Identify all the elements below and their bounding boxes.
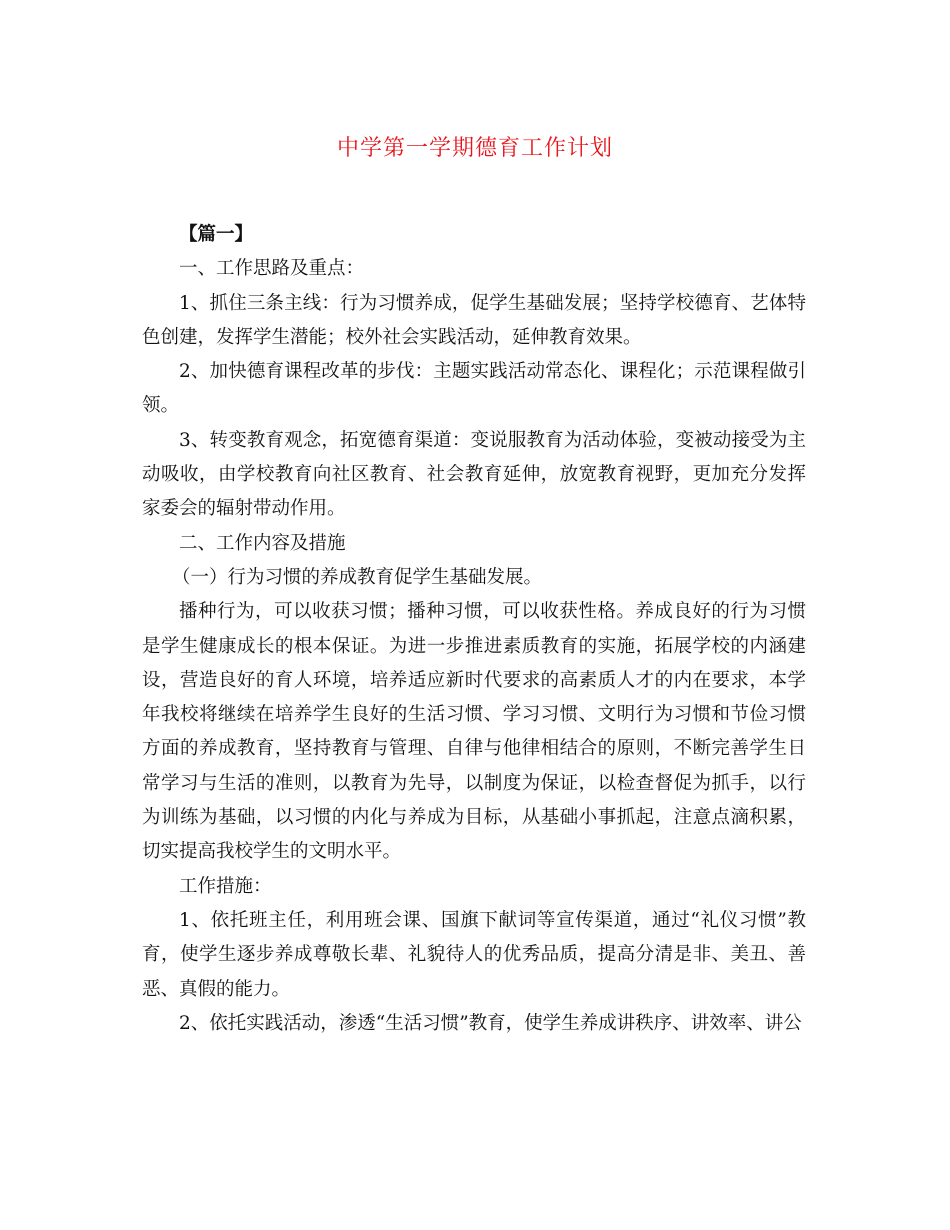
paragraph: 1、抓住三条主线：行为习惯养成，促学生基础发展；坚持学校德育、艺体特色创建，发挥学生潜能；校外社会实践活动，延伸教育效果。	[142, 292, 806, 348]
paragraph: 3、转变教育观念，拓宽德育渠道：变说服教育为活动体验，变被动接受为主动吸收，由学校教育向社区教育、社会教育延伸，放宽教育视野，更加充分发挥家委会的辐射带动作用。	[142, 429, 806, 520]
paragraph: 一、工作思路及重点：	[179, 258, 365, 280]
paragraph: （一）行为习惯的养成教育促学生基础发展。	[172, 566, 543, 588]
document-body	[142, 218, 806, 1041]
paragraph: 播种行为，可以收获习惯；播种习惯，可以收获性格。养成良好的行为习惯是学生健康成长的根本保证。为进一步推进素质教育的实施，拓展学校的内涵建设，营造良好的育人环境，培养适应新时代要求的高素质人才的内在要求，本学年我校将继续在培养学生良好的生活习惯、学习习惯、文明行为习惯和节俭习惯方面的养成教育，坚持教育与管理、自律与他律相结合的原则，不断完善学生日常学习与生活的准则，以教育为先导，以制度为保证，以检查督促为抓手，以行为训练为基础，以习惯的内化与养成为目标，从基础小事抓起，注意点滴积累，切实提高我校学生的文明水平。	[142, 601, 806, 863]
paragraph: 1、依托班主任，利用班会课、国旗下献词等宣传渠道，通过“礼仪习惯”教育，使学生逐步养成尊敬长辈、礼貌待人的优秀品质，提高分清是非、美丑、善恶、真假的能力。	[142, 909, 806, 1000]
paragraph: 2、加快德育课程改革的步伐：主题实践活动常态化、课程化；示范课程做引领。	[142, 361, 806, 417]
paragraph: 工作措施：	[179, 875, 272, 897]
paragraph: 二、工作内容及措施	[179, 532, 346, 554]
section-heading: 【篇一】	[179, 224, 254, 245]
document-title: 中学第一学期德育工作计划	[336, 136, 613, 161]
paragraph: 2、依托实践活动，渗透“生活习惯”教育，使学生养成讲秩序、讲效率、讲公	[179, 1012, 802, 1034]
